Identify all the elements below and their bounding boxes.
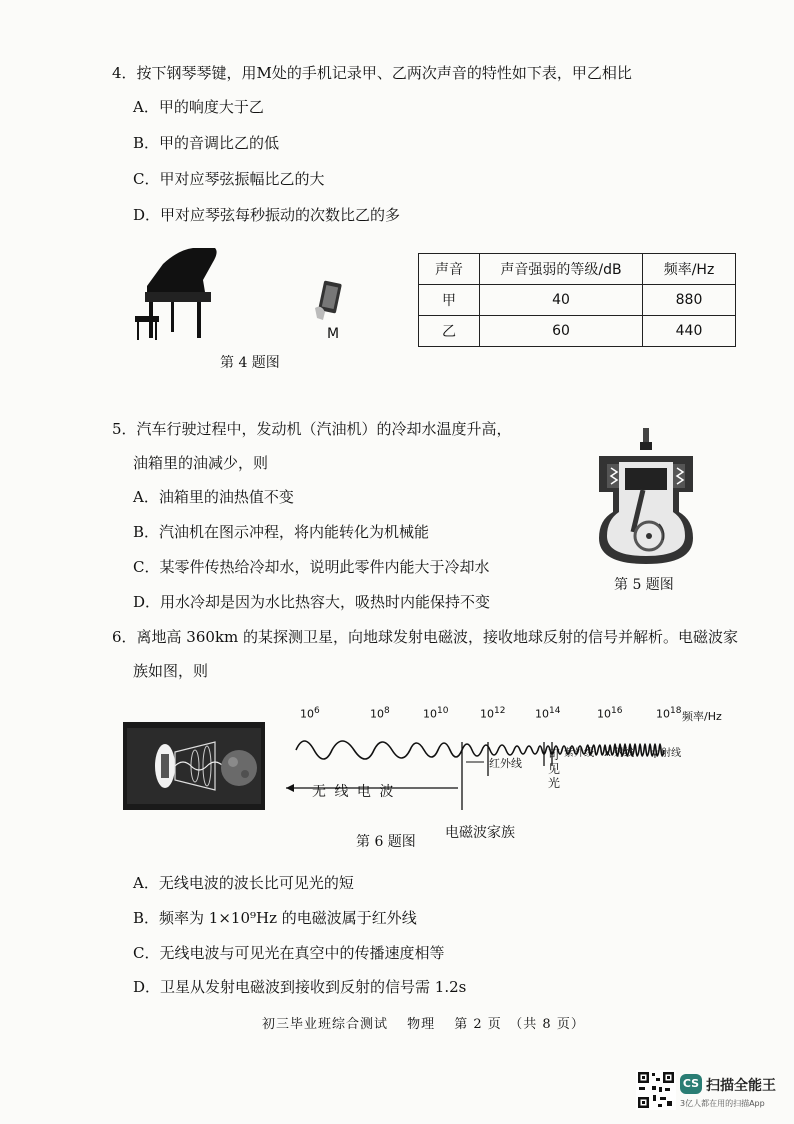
table-row — [419, 285, 736, 316]
table-header: 声音强弱的等级/dB — [480, 254, 643, 285]
q5-option-c: C．某零件传热给冷却水，说明此零件内能大于冷却水 — [133, 558, 490, 576]
tick-label-1e18: $10^{18}$ — [656, 706, 682, 721]
q6-option-b: B．频率为 1×10⁹Hz 的电磁波属于红外线 — [133, 909, 417, 927]
phone-image — [313, 278, 345, 322]
table-cell: 40 — [480, 285, 643, 316]
m-label: M — [327, 326, 340, 342]
table-cell: 880 — [643, 285, 736, 316]
q5-caption: 第 5 题图 — [614, 577, 674, 593]
tick-label-1e12: $10^{12}$ — [480, 706, 506, 721]
q4-stem: 4．按下钢琴琴键，用M处的手机记录甲、乙两次声音的特性如下表，甲乙相比 — [112, 64, 632, 82]
q6-caption: 第 6 题图 — [356, 834, 416, 850]
em-family-label: 电磁波家族 — [445, 825, 515, 841]
camscanner-tagline: 3亿人都在用的扫描App — [680, 1099, 765, 1108]
table-cell: 60 — [480, 316, 643, 347]
table-cell: 440 — [643, 316, 736, 347]
tick-label-1e10: $10^{10}$ — [423, 706, 449, 721]
q5-stem-line2: 油箱里的油减少，则 — [133, 454, 269, 472]
q6-stem-line2: 族如图，则 — [133, 662, 209, 680]
q6-stem-line1: 6．离地高 360km 的某探测卫星，向地球发射电磁波，接收地球反射的信号并解析。电磁波家 — [112, 628, 739, 646]
satellite-earth-image — [123, 722, 265, 810]
band-infrared: 红外线 — [489, 757, 522, 770]
tick-label-1e14: $10^{14}$ — [535, 706, 561, 721]
table-header-row — [419, 254, 736, 285]
q4-option-a: A．甲的响度大于乙 — [133, 98, 264, 116]
tick-label-1e6: $10^6$ — [300, 706, 320, 721]
q5-stem-line1: 5．汽车行驶过程中，发动机（汽油机）的冷却水温度升高， — [112, 420, 512, 438]
band-visible: 可见光 — [548, 748, 561, 790]
band-ultraviolet: 紫外线 — [564, 748, 594, 759]
table-row — [419, 316, 736, 347]
q5-option-d: D．用水冷却是因为水比热容大，吸热时内能保持不变 — [133, 593, 491, 611]
q4-option-c: C．甲对应琴弦振幅比乙的大 — [133, 170, 325, 188]
frequency-axis-label: 频率/Hz — [682, 710, 722, 723]
table-header: 频率/Hz — [643, 254, 736, 285]
sound-table — [418, 253, 736, 347]
q5-option-b: B．汽油机在图示冲程，将内能转化为机械能 — [133, 523, 430, 541]
table-header: 声音 — [419, 254, 480, 285]
tick-label-1e8: $10^8$ — [370, 706, 390, 721]
piano-image — [133, 246, 233, 344]
qr-code-icon — [636, 1070, 676, 1110]
table-cell: 乙 — [419, 316, 480, 347]
camscanner-logo: CS — [680, 1074, 702, 1094]
camscanner-brand: 扫描全能王 — [706, 1078, 776, 1094]
q4-option-d: D．甲对应琴弦每秒振动的次数比乙的多 — [133, 206, 401, 224]
q6-option-d: D．卫星从发射电磁波到接收到反射的信号需 1.2s — [133, 978, 467, 996]
band-radio: 无 线 电 波 — [312, 784, 396, 800]
engine-image — [597, 428, 695, 568]
band-xray: X 射线 — [604, 748, 635, 759]
q4-option-b: B．甲的音调比乙的低 — [133, 134, 280, 152]
q6-option-c: C．无线电波与可见光在真空中的传播速度相等 — [133, 944, 445, 962]
tick-label-1e16: $10^{16}$ — [597, 706, 623, 721]
page-footer: 初三毕业班综合测试 物理 第 2 页 （共 8 页） — [262, 1017, 585, 1032]
table-cell: 甲 — [419, 285, 480, 316]
band-gamma: γ 射线 — [652, 748, 682, 759]
q4-caption: 第 4 题图 — [220, 355, 280, 371]
q6-option-a: A．无线电波的波长比可见光的短 — [133, 874, 354, 892]
q5-option-a: A．油箱里的油热值不变 — [133, 488, 294, 506]
